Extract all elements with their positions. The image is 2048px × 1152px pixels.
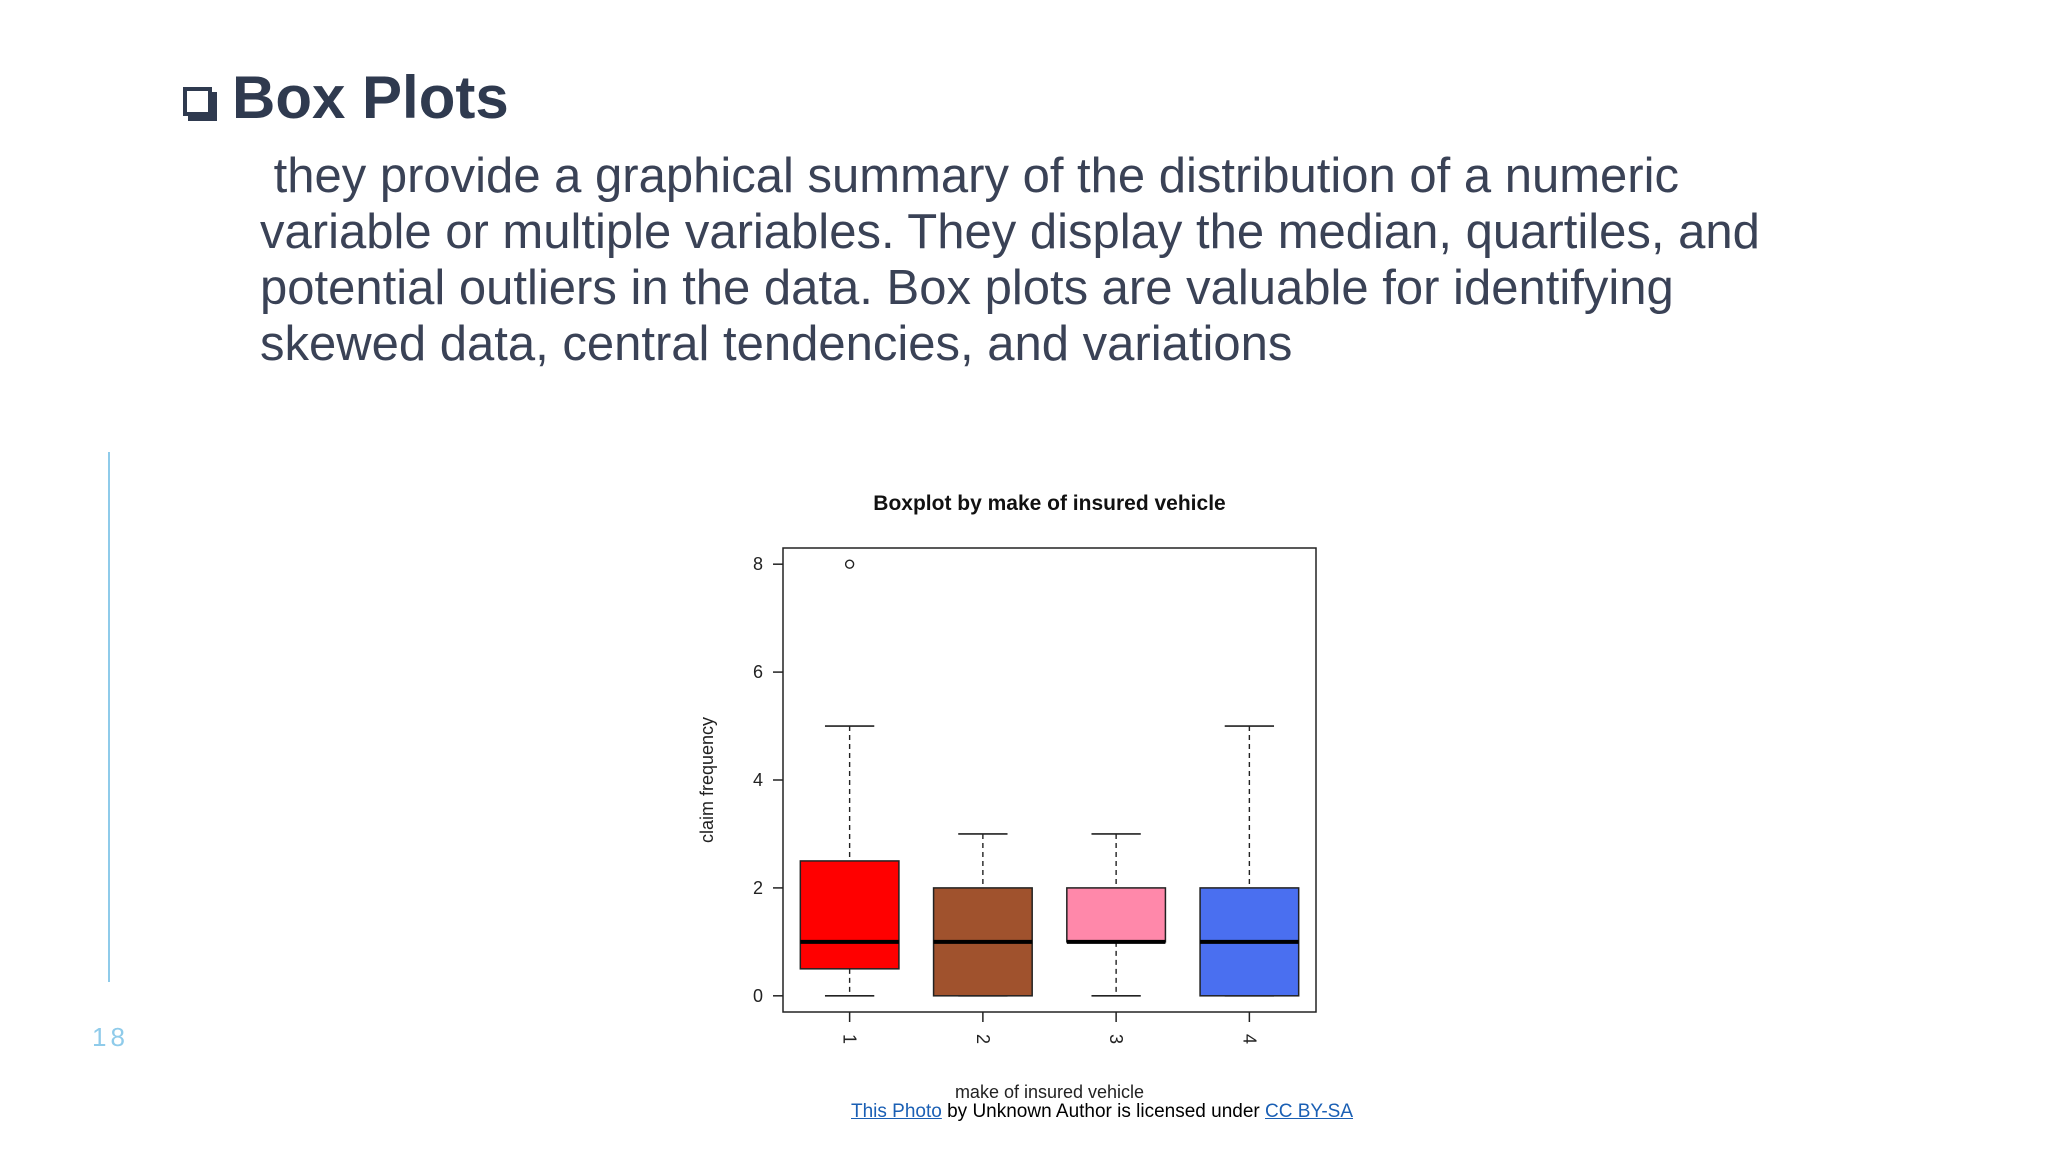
x-tick-label: 4	[1239, 1034, 1260, 1045]
checkbox-bullet-icon	[183, 87, 212, 116]
outlier-point	[846, 560, 854, 568]
chart-title: Boxplot by make of insured vehicle	[873, 492, 1226, 515]
box-3	[1067, 888, 1166, 942]
photo-credit	[851, 1101, 1353, 1123]
slide-body-text: they provide a graphical summary of the distribution of a numeric variable or multiple variables. They display the median, quartiles, and potential outliers in the data. Box plots are valuable for identifying skewed data, central tendencies, and variations	[260, 149, 1760, 371]
license-link[interactable]: CC BY-SA	[1265, 1101, 1354, 1122]
decorative-side-line	[108, 452, 110, 982]
x-tick-label: 1	[839, 1034, 860, 1045]
slide-heading	[183, 64, 509, 131]
y-tick-label: 6	[752, 662, 763, 683]
boxplot-svg	[680, 470, 1380, 1110]
credit-text: by Unknown Author is licensed under	[941, 1101, 1266, 1122]
y-tick-label: 8	[752, 554, 763, 575]
photo-link[interactable]: This Photo	[851, 1101, 942, 1122]
slide-title: Box Plots	[232, 64, 509, 131]
y-tick-label: 2	[752, 877, 763, 898]
box-1	[800, 861, 899, 969]
y-axis-label: claim frequency	[697, 716, 717, 844]
y-tick-label: 4	[752, 770, 763, 790]
page-number: 18	[92, 1022, 129, 1052]
x-tick-label: 2	[972, 1034, 993, 1045]
boxplot-chart	[680, 470, 1380, 1110]
y-tick-label: 0	[752, 985, 763, 1006]
x-axis-label: make of insured vehicle	[954, 1082, 1145, 1102]
x-tick-label: 3	[1106, 1034, 1127, 1045]
